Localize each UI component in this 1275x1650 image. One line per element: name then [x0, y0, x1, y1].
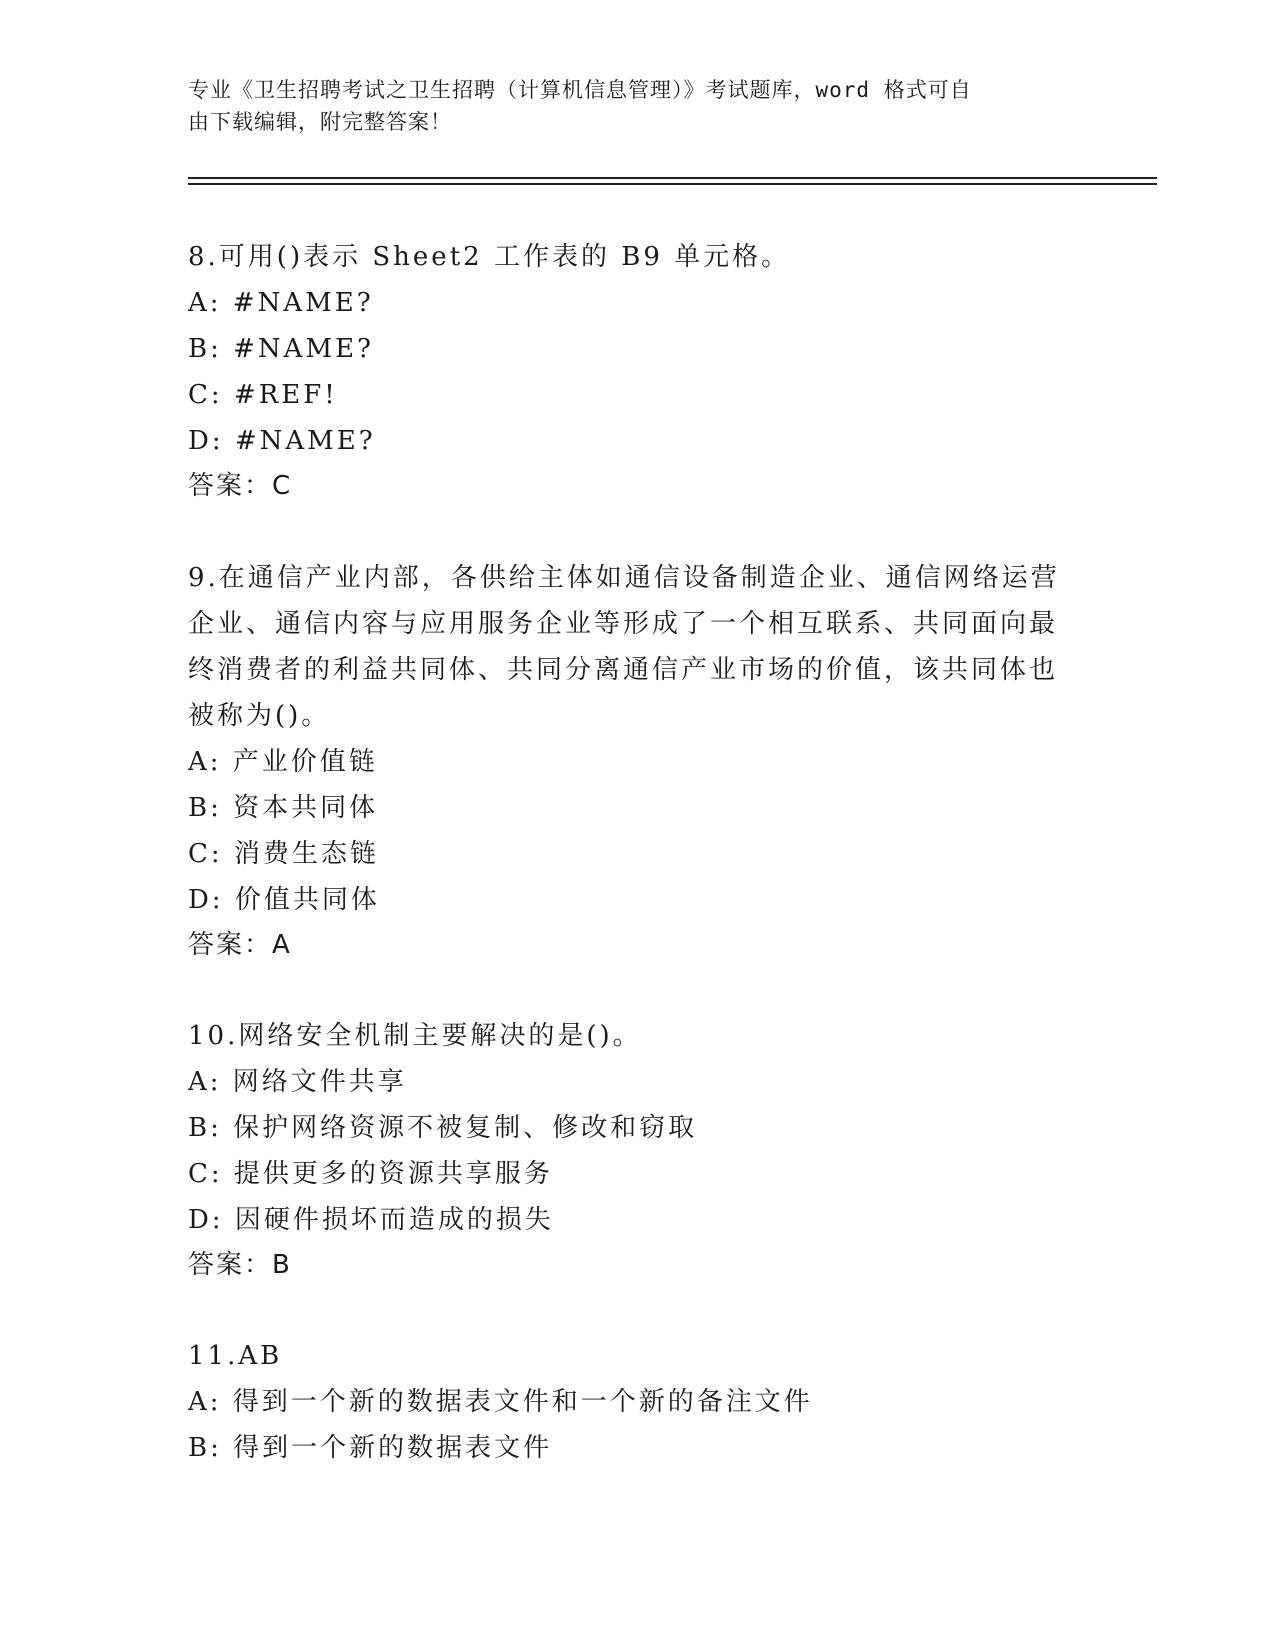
option-a: A: 得到一个新的数据表文件和一个新的备注文件	[188, 1387, 813, 1417]
option-c: C: #REF!	[188, 380, 338, 410]
question-stem: 11.AB	[188, 1341, 283, 1371]
answer-label: 答案：A	[188, 930, 292, 960]
option-b: B: 得到一个新的数据表文件	[188, 1433, 553, 1463]
header-line-1: 专业《卫生招聘考试之卫生招聘（计算机信息管理）》考试题库，word 格式可自	[188, 78, 972, 102]
document-header	[188, 74, 1068, 138]
option-d: D: 因硬件损坏而造成的损失	[188, 1205, 554, 1235]
header-line-2: 由下载编辑，附完整答案！	[188, 110, 452, 134]
question-8	[188, 234, 1068, 508]
option-b: B: #NAME?	[188, 334, 374, 364]
option-d: D: 价值共同体	[188, 885, 380, 915]
question-9	[188, 555, 1068, 967]
question-stem: 10.网络安全机制主要解决的是()。	[188, 1021, 642, 1051]
answer-label: 答案：C	[188, 471, 293, 501]
header-divider-top	[188, 177, 1157, 179]
question-11	[188, 1333, 1068, 1471]
question-10	[188, 1013, 1068, 1287]
answer-label: 答案：B	[188, 1250, 292, 1280]
option-d: D: #NAME?	[188, 426, 376, 456]
header-divider-bottom	[188, 183, 1157, 185]
option-a: A: 网络文件共享	[188, 1067, 407, 1097]
question-stem: 9.在通信产业内部，各供给主体如通信设备制造企业、通信网络运营企业、通信内容与应用服务企业等形成了一个相互联系、共同面向最终消费者的利益共同体、共同分离通信产业市场的价值，该共同体也被称为()。	[188, 563, 1060, 731]
option-a: A: #NAME?	[188, 288, 374, 318]
option-c: C: 消费生态链	[188, 839, 379, 869]
option-a: A: 产业价值链	[188, 747, 378, 777]
option-b: B: 资本共同体	[188, 793, 379, 823]
option-c: C: 提供更多的资源共享服务	[188, 1159, 553, 1189]
question-stem: 8.可用()表示 Sheet2 工作表的 B9 单元格。	[188, 242, 791, 272]
option-b: B: 保护网络资源不被复制、修改和窃取	[188, 1113, 698, 1143]
